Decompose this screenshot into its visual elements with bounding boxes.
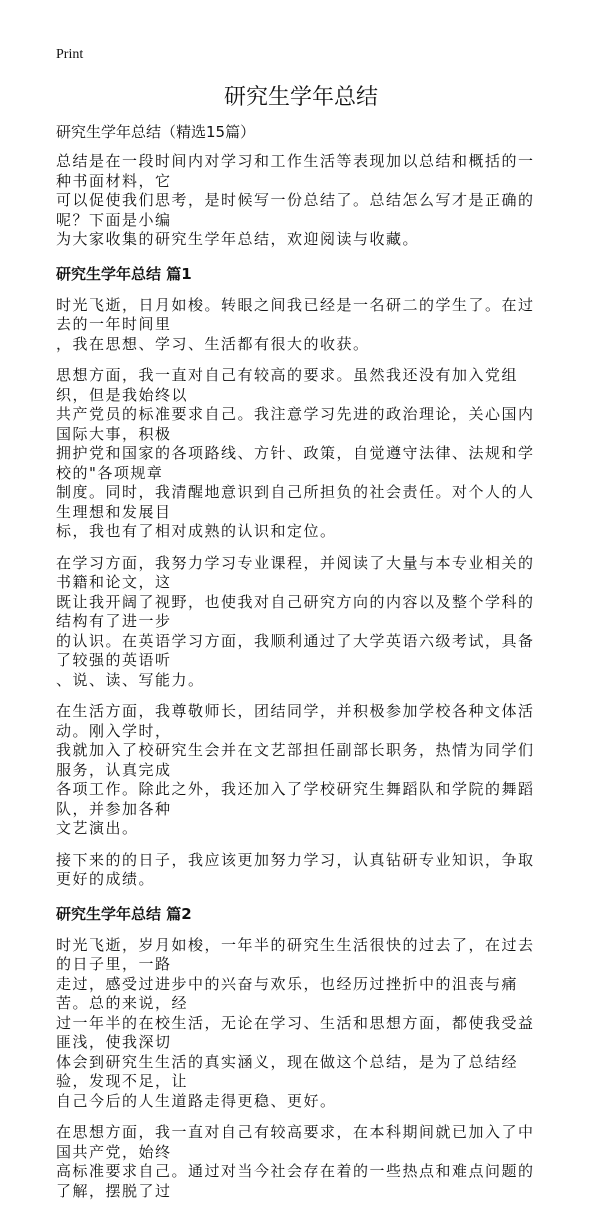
- body-paragraph: [56, 851, 546, 890]
- text-line: 共产党员的标准要求自己。我注意学习先进的政治理论，关心国内国际大事，积极: [56, 405, 535, 443]
- text-line: 走过，感受过进步中的兴奋与欢乐，也经历过挫折中的沮丧与痛苦。总的来说，经: [56, 974, 519, 1012]
- text-line: 制度。同时，我清醒地意识到自己所担负的社会责任。对个人的人生理想和发展目: [56, 483, 535, 521]
- text-line: 的认识。在英语学习方面，我顺利通过了大学英语六级考试，具备了较强的英语听: [56, 631, 535, 669]
- body-paragraph: [56, 296, 546, 355]
- body-paragraph: [56, 702, 546, 839]
- text-line: 时光飞逝，日月如梭。转眼之间我已经是一名研二的学生了。在过去的一年时间里: [56, 295, 535, 333]
- document-body: [56, 122, 546, 1201]
- section-heading: 研究生学年总结 篇2: [56, 904, 192, 923]
- text-line: 时光飞逝，岁月如梭，一年半的研究生生活很快的过去了，在过去的日子里，一路: [56, 935, 535, 973]
- print-link[interactable]: Print: [56, 47, 84, 62]
- body-paragraph: [56, 366, 546, 542]
- text-line: 接下来的的日子，我应该更加努力学习，认真钻研专业知识，争取更好的成绩。: [56, 850, 535, 888]
- text-line: 总结是在一段时间内对学习和工作生活等表现加以总结和概括的一种书面材料，它: [56, 152, 535, 190]
- body-paragraph: [56, 936, 546, 1112]
- body-paragraph: [56, 554, 546, 691]
- document-page: [56, 0, 546, 1201]
- page-title: 研究生学年总结: [223, 85, 378, 110]
- text-line: 在思想方面，我一直对自己有较高要求，在本科期间就已加入了中国共产党，始终: [56, 1123, 535, 1161]
- document-subtitle: 研究生学年总结（精选15篇）: [56, 123, 256, 141]
- text-line: ，我在思想、学习、生活都有很大的收获。: [56, 334, 370, 353]
- text-line: 思想方面，我一直对自己有较高的要求。虽然我还没有加入党组织，但是我始终以: [56, 366, 519, 404]
- text-line: 我就加入了校研究生会并在文艺部担任副部长职务，热情为同学们服务，认真完成: [56, 741, 535, 779]
- text-line: 高标准要求自己。通过对当今社会存在着的一些热点和难点问题的了解，摆脱了过: [56, 1162, 535, 1200]
- text-line: 可以促使我们思考，是时候写一份总结了。总结怎么写才是正确的呢？下面是小编: [56, 191, 535, 229]
- text-line: 为大家收集的研究生学年总结，欢迎阅读与收藏。: [56, 230, 420, 248]
- text-line: 、说、读、写能力。: [56, 670, 205, 689]
- text-line: 在生活方面，我尊敬师长，团结同学，并积极参加学校各种文体活动。刚入学时，: [56, 702, 535, 740]
- text-line: 拥护党和国家的各项路线、方针、政策，自觉遵守法律、法规和学校的"各项规章: [56, 444, 535, 482]
- body-paragraph: [56, 1123, 546, 1201]
- section-heading: 研究生学年总结 篇1: [56, 264, 192, 283]
- text-line: 既让我开阔了视野，也使我对自己研究方向的内容以及整个学科的结构有了进一步: [56, 592, 535, 630]
- text-line: 过一年半的在校生活，无论在学习、生活和思想方面，都使我受益匪浅，使我深切: [56, 1013, 535, 1051]
- text-line: 各项工作。除此之外，我还加入了学校研究生舞蹈队和学院的舞蹈队，并参加各种: [56, 780, 535, 818]
- text-line: 体会到研究生生活的真实涵义，现在做这个总结，是为了总结经验，发现不足，让: [56, 1052, 519, 1090]
- intro-paragraph: [56, 152, 546, 250]
- text-line: 标，我也有了相对成熟的认识和定位。: [56, 522, 337, 540]
- text-line: 在学习方面，我努力学习专业课程，并阅读了大量与本专业相关的书籍和论文，这: [56, 553, 535, 591]
- text-line: 文艺演出。: [56, 819, 139, 837]
- text-line: 自己今后的人生道路走得更稳、更好。: [56, 1091, 337, 1110]
